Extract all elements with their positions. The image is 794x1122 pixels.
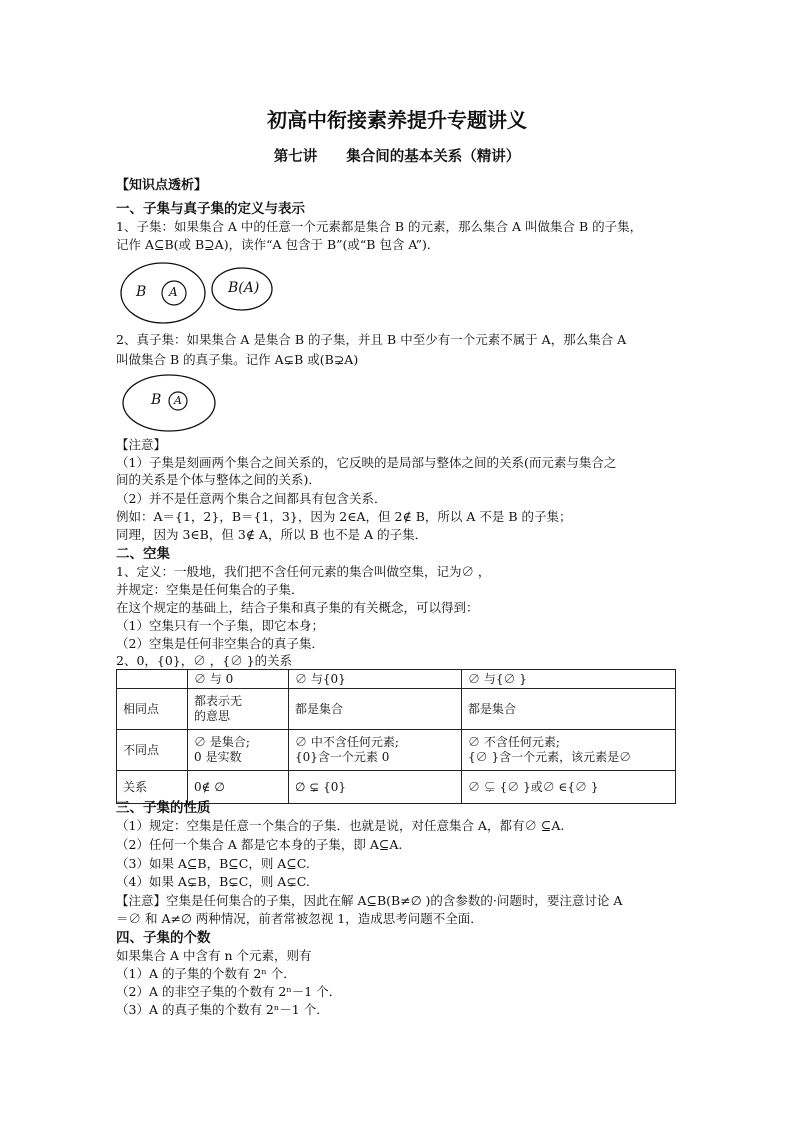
lecture-subtitle: 第七讲 集合间的基本关系（精讲）: [273, 149, 521, 165]
note-header: 【注意】: [116, 437, 167, 452]
table-row: [117, 730, 676, 771]
subset-definition-line-1: 1、子集：如果集合 A 中的任意一个元素都是集合 B 的元素，那么集合 A 叫做集合 B 的子集，: [116, 219, 643, 234]
table-cell: ∅ 与 0: [188, 670, 289, 689]
subset-count-2: （2）A 的非空子集的个数有 2ⁿ－1 个．: [116, 984, 342, 999]
subset-note-line-2: ＝∅ 和 A≠∅ 两种情况，前者常被忽视 1，造成思考问题不全面．: [116, 911, 483, 926]
table-cell: 都是集合: [289, 689, 462, 730]
venn-label-b: B: [151, 392, 162, 408]
table-cell: 0∉ ∅: [188, 771, 289, 804]
table-cell: 关系: [117, 771, 188, 804]
empty-set-line-2: 并规定：空集是任何集合的子集．: [116, 582, 304, 597]
proper-subset-line-1: 2、真子集：如果集合 A 是集合 B 的子集，并且 B 中至少有一个元素不属于 A，那么集合 A: [116, 332, 627, 347]
table-cell: ∅ 与{∅ }: [462, 670, 676, 689]
section-1-heading: 一、子集与真子集的定义与表示: [116, 201, 305, 217]
section-3-heading: 三、子集的性质: [116, 800, 211, 816]
subset-count-intro: 如果集合 A 中含有 n 个元素，则有: [116, 948, 312, 963]
empty-set-line-1: 1、定义：一般地，我们把不含任何元素的集合叫做空集，记为∅ ，: [116, 564, 491, 579]
table-cell: ∅ ⊊ {∅ }或∅ ∈{∅ }: [462, 771, 676, 804]
table-cell: ∅ 中不含任何元素; {0}含一个元素 0: [289, 730, 462, 771]
venn-label-ba: B(A): [228, 280, 260, 296]
venn-label-b: B: [136, 284, 147, 300]
venn-label-a: A: [174, 394, 182, 407]
table-cell: [117, 670, 188, 689]
table-cell: 都表示无 的意思: [188, 689, 289, 730]
note-line-4: 例如：A＝{1，2}，B＝{1，3}，因为 2∈A，但 2∉ B，所以 A 不是 B 的子集；: [116, 509, 572, 524]
empty-set-line-6: 2、0，{0}，∅ ，{∅ }的关系: [116, 653, 293, 668]
empty-set-relation-table: [116, 669, 676, 804]
table-row: [117, 670, 676, 689]
table-cell: 不同点: [117, 730, 188, 771]
subset-definition-line-2: 记作 A⊆B(或 B⊇A)，读作“A 包含于 B”(或“B 包含 A”)．: [116, 237, 440, 252]
knowledge-header: 【知识点透析】: [116, 178, 208, 193]
empty-set-line-3: 在这个规定的基础上，结合子集和真子集的有关概念，可以得到：: [116, 600, 479, 615]
section-4-heading: 四、子集的个数: [116, 930, 211, 946]
section-2-heading: 二、空集: [116, 546, 170, 562]
table-cell: ∅ 是集合; 0 是实数: [188, 730, 289, 771]
note-line-3: （2）并不是任意两个集合之间都具有包含关系．: [116, 491, 387, 506]
proper-subset-line-2: 叫做集合 B 的真子集。记作 A⊊B 或(B⊋A): [116, 352, 359, 367]
subset-property-3: （3）如果 A⊆B，B⊆C，则 A⊆C.: [116, 856, 310, 871]
table-cell: ∅ 不含任何元素; {∅ }含一个元素，该元素是∅: [462, 730, 676, 771]
table-cell: 相同点: [117, 689, 188, 730]
note-line-5: 同理，因为 3∈B，但 3∉ A，所以 B 也不是 A 的子集．: [116, 527, 428, 542]
subset-note-line-1: 【注意】空集是任何集合的子集，因此在解 A⊆B(B≠∅ )的含参数的·问题时，要注意讨论 A: [116, 893, 623, 908]
table-cell: ∅ 与{0}: [289, 670, 462, 689]
proper-subset-venn-diagram: [121, 373, 217, 433]
subset-property-1: （1）规定：空集是任意一个集合的子集．也就是说，对任意集合 A，都有∅ ⊆A.: [116, 818, 565, 833]
table-cell: 都是集合: [462, 689, 676, 730]
subset-property-4: （4）如果 A⊊B，B⊊C，则 A⊊C.: [116, 874, 310, 889]
empty-set-line-4: （1）空集只有一个子集，即它本身；: [116, 618, 324, 633]
subset-venn-diagram: [118, 260, 208, 326]
table-row: [117, 771, 676, 804]
table-row: [117, 689, 676, 730]
table-cell: ∅ ⊊ {0}: [289, 771, 462, 804]
note-line-1: （1）子集是刻画两个集合之间关系的，它反映的是局部与整体之间的关系(而元素与集合之: [116, 455, 617, 470]
subset-count-3: （3）A 的真子集的个数有 2ⁿ－1 个．: [116, 1002, 329, 1017]
subset-property-2: （2）任何一个集合 A 都是它本身的子集，即 A⊆A.: [116, 837, 403, 852]
note-line-2: 间的关系是个体与整体之间的关系)．: [116, 472, 321, 487]
empty-set-line-5: （2）空集是任何非空集合的真子集．: [116, 636, 324, 651]
page-title: 初高中衔接素养提升专题讲义: [267, 108, 527, 132]
subset-count-1: （1）A 的子集的个数有 2ⁿ 个．: [116, 966, 296, 981]
venn-label-a: A: [169, 285, 178, 299]
